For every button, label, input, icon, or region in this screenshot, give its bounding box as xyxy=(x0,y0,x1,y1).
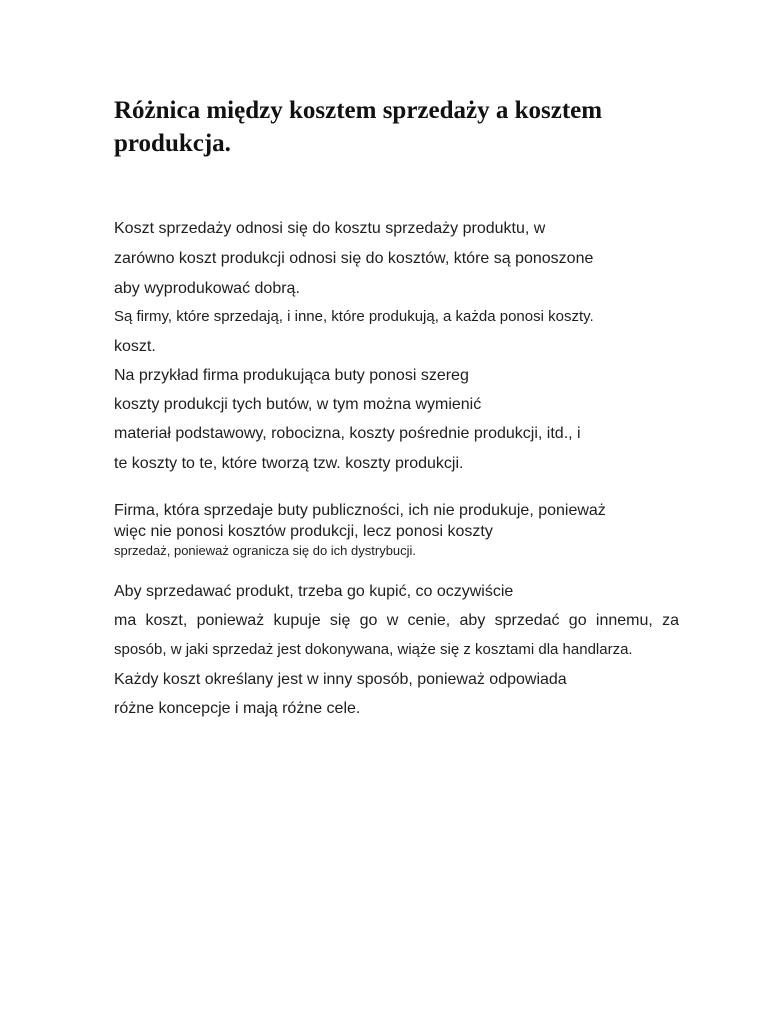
text-line-1: Koszt sprzedaży odnosi się do kosztu sprzedaży produktu, w xyxy=(114,220,546,237)
text-line-9: te koszty to te, które tworzą tzw. koszty produkcji. xyxy=(114,455,464,472)
text-line-14: ma koszt, ponieważ kupuje się go w cenie, aby sprzedać go innemu, za xyxy=(114,612,679,629)
text-line-10: Firma, która sprzedaje buty publiczności, ich nie produkuje, ponieważ xyxy=(114,502,606,519)
text-line-12: sprzedaż, ponieważ ogranicza się do ich dystrybucji. xyxy=(114,543,417,558)
text-line-4: Są firmy, które sprzedają, i inne, które produkują, a każda ponosi koszty. xyxy=(114,308,594,325)
text-line-16: Każdy koszt określany jest w inny sposób, ponieważ odpowiada xyxy=(114,671,567,688)
text-line-3: aby wyprodukować dobrą. xyxy=(114,280,300,297)
text-line-17: różne koncepcje i mają różne cele. xyxy=(114,700,361,717)
text-line-6: Na przykład firma produkująca buty ponosi szereg xyxy=(114,367,469,384)
text-line-11: więc nie ponosi kosztów produkcji, lecz ponosi koszty xyxy=(114,523,493,540)
text-line-15: sposób, w jaki sprzedaż jest dokonywana, wiąże się z kosztami dla handlarza. xyxy=(114,641,633,658)
text-line-8: materiał podstawowy, robocizna, koszty pośrednie produkcji, itd., i xyxy=(114,425,581,442)
text-line-2: zarówno koszt produkcji odnosi się do kosztów, które są ponoszone xyxy=(114,250,594,267)
document-title: Różnica między kosztem sprzedaży a kosztem produkcja. xyxy=(114,97,603,157)
text-line-7: koszty produkcji tych butów, w tym można wymienić xyxy=(114,396,482,413)
text-line-5: koszt. xyxy=(114,338,156,355)
text-line-13: Aby sprzedawać produkt, trzeba go kupić, co oczywiście xyxy=(114,583,514,600)
